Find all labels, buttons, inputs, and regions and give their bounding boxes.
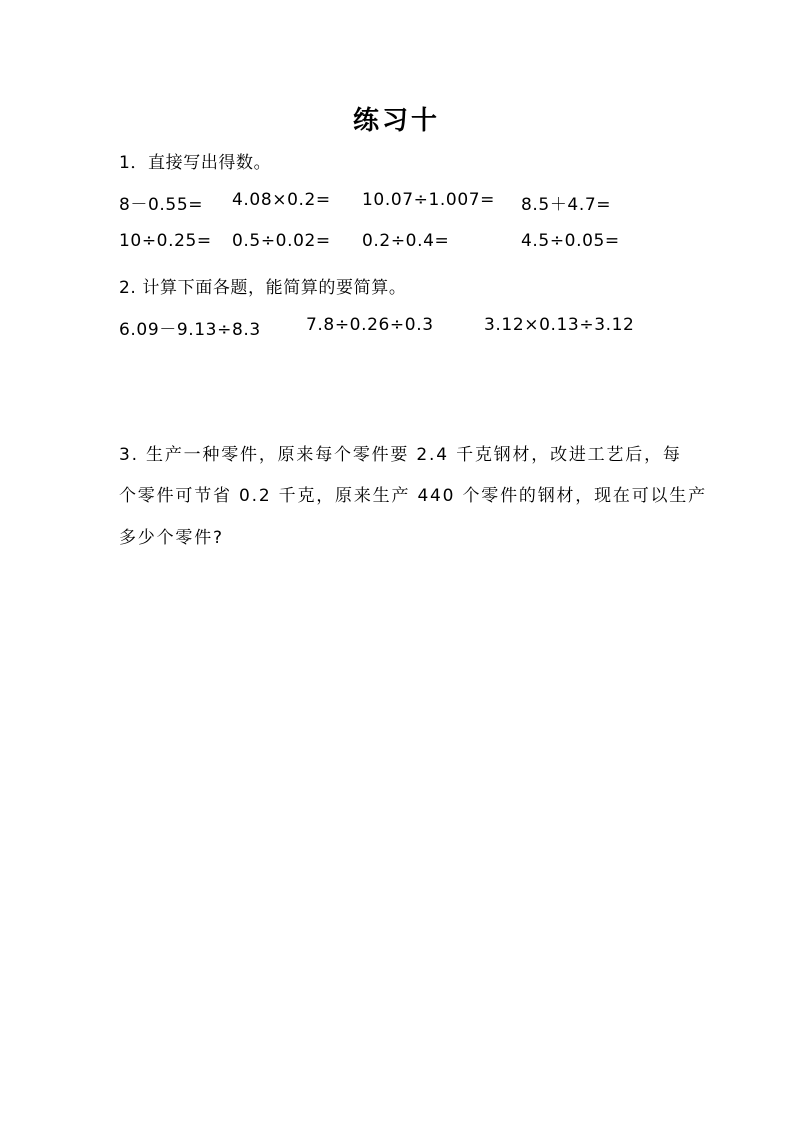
q1-item: 0.2÷0.4=: [362, 231, 450, 251]
q2-item: 3.12×0.13÷3.12: [484, 315, 635, 335]
page-title: 练习十: [352, 106, 440, 136]
q1-item: 0.5÷0.02=: [232, 231, 331, 251]
q1-item: 10.07÷1.007=: [362, 190, 496, 210]
q1-item: 8.5＋4.7=: [521, 195, 612, 215]
q1-item: 4.5÷0.05=: [521, 231, 620, 251]
q3-line: 3. 生产一种零件，原来每个零件要 2.4 千克钢材，改进工艺后，每: [119, 445, 682, 465]
q3-line: 个零件可节省 0.2 千克，原来生产 440 个零件的钢材，现在可以生产: [119, 486, 707, 506]
q2-item: 7.8÷0.26÷0.3: [306, 315, 434, 335]
question-1-prompt: 1．直接写出得数。: [119, 153, 272, 173]
q1-item: 10÷0.25=: [119, 231, 212, 251]
q2-item: 6.09－9.13÷8.3: [119, 320, 261, 340]
q1-item: 4.08×0.2=: [232, 190, 331, 210]
q1-item: 8－0.55=: [119, 195, 204, 215]
q3-line: 多少个零件?: [119, 528, 224, 548]
question-2-prompt: 2. 计算下面各题，能简算的要简算。: [119, 278, 407, 298]
